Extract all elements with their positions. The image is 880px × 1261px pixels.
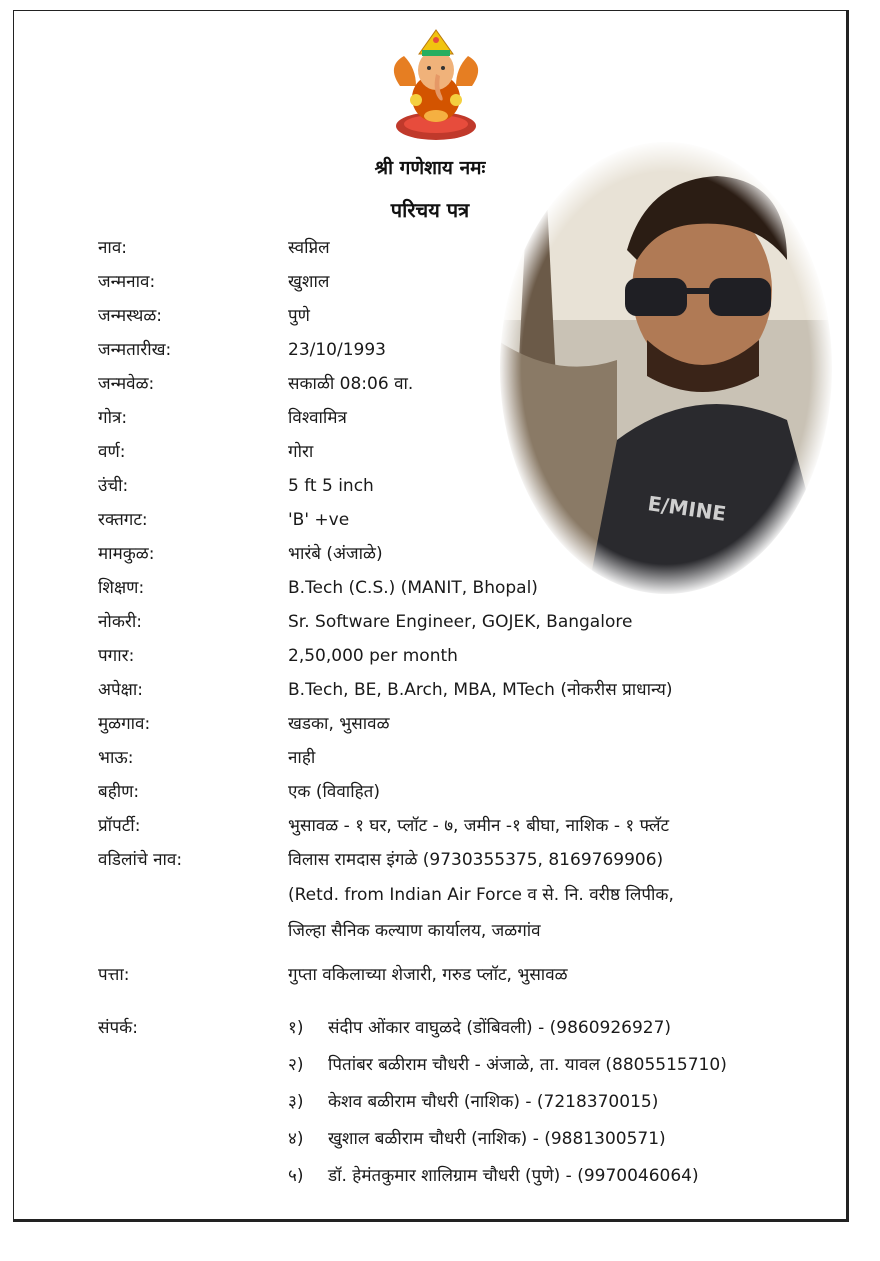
detail-label: बहीण:	[98, 782, 140, 802]
detail-value: विश्वामित्र	[288, 408, 347, 428]
invocation-heading: श्री गणेशाय नमः	[374, 157, 486, 179]
father-line	[0, 845, 880, 875]
address-label: पत्ता:	[98, 965, 130, 985]
father-line	[0, 880, 880, 910]
father-value: विलास रामदास इंगळे (9730355375, 8169769906)	[288, 850, 664, 870]
detail-value: B.Tech (C.S.) (MANIT, Bhopal)	[288, 578, 538, 598]
detail-label: जन्मस्थळ:	[98, 306, 162, 326]
detail-value: 'B' +ve	[288, 510, 350, 530]
page-title: परिचय पत्र	[390, 198, 470, 222]
detail-value: B.Tech, BE, B.Arch, MBA, MTech (नोकरीस प्राधान्य)	[288, 680, 673, 700]
contact-row	[0, 1087, 880, 1117]
detail-value: गोरा	[288, 442, 314, 462]
detail-row	[0, 505, 880, 535]
detail-label: रक्तगट:	[98, 510, 148, 530]
contacts-label: संपर्क:	[98, 1018, 138, 1038]
detail-row	[0, 607, 880, 637]
detail-row	[0, 403, 880, 433]
contact-number: ३)	[288, 1092, 304, 1112]
detail-value: खडका, भुसावळ	[288, 714, 390, 734]
detail-row	[0, 777, 880, 807]
detail-value: Sr. Software Engineer, GOJEK, Bangalore	[288, 612, 633, 632]
father-value: जिल्हा सैनिक कल्याण कार्यालय, जळगांव	[288, 921, 541, 941]
detail-label: भाऊ:	[98, 748, 134, 768]
contact-row	[0, 1013, 880, 1043]
detail-value: स्वप्निल	[288, 238, 330, 258]
detail-value: सकाळी 08:06 वा.	[288, 374, 414, 394]
detail-value: भुसावळ - १ घर, प्लॉट - ७, जमीन -१ बीघा, नाशिक - १ फ्लॅट	[288, 816, 670, 836]
contact-number: ५)	[288, 1166, 304, 1186]
detail-row	[0, 471, 880, 501]
detail-label: मामकुळ:	[98, 544, 155, 564]
detail-row	[0, 335, 880, 365]
detail-row	[0, 233, 880, 263]
contact-text: संदीप ओंकार वाघुळदे (डोंबिवली) - (9860926927)	[328, 1018, 672, 1038]
detail-label: शिक्षण:	[98, 578, 145, 598]
father-value: (Retd. from Indian Air Force व से. नि. वरीष्ठ लिपीक,	[288, 885, 674, 905]
detail-value: 23/10/1993	[288, 340, 386, 360]
contact-text: पितांबर बळीराम चौधरी - अंजाळे, ता. यावल (8805515710)	[328, 1055, 727, 1075]
detail-row	[0, 811, 880, 841]
contact-row	[0, 1050, 880, 1080]
detail-row	[0, 539, 880, 569]
contact-text: केशव बळीराम चौधरी (नाशिक) - (7218370015)	[328, 1092, 659, 1112]
detail-row	[0, 369, 880, 399]
detail-row	[0, 675, 880, 705]
detail-label: नोकरी:	[98, 612, 142, 632]
detail-row	[0, 267, 880, 297]
address-value: गुप्ता वकिलाच्या शेजारी, गरुड प्लॉट, भुसावळ	[288, 965, 568, 985]
contact-number: ४)	[288, 1129, 304, 1149]
detail-row	[0, 437, 880, 467]
detail-label: प्रॉपर्टी:	[98, 816, 141, 836]
detail-label: अपेक्षा:	[98, 680, 143, 700]
detail-value: 2,50,000 per month	[288, 646, 458, 666]
ganesha-icon	[386, 26, 486, 146]
detail-label: जन्मनाव:	[98, 272, 156, 292]
detail-row	[0, 743, 880, 773]
contact-row	[0, 1124, 880, 1154]
detail-value: नाही	[288, 748, 316, 768]
detail-value: भारंबे (अंजाळे)	[288, 544, 383, 564]
detail-label: नाव:	[98, 238, 128, 258]
detail-label: पगार:	[98, 646, 135, 666]
detail-label: वर्ण:	[98, 442, 126, 462]
address-row	[0, 960, 880, 990]
detail-label: उंची:	[98, 476, 129, 496]
detail-label: मुळगाव:	[98, 714, 151, 734]
detail-value: खुशाल	[288, 272, 330, 292]
detail-value: पुणे	[288, 306, 310, 326]
detail-value: एक (विवाहित)	[288, 782, 380, 802]
detail-row	[0, 709, 880, 739]
contact-row	[0, 1161, 880, 1191]
detail-label: गोत्र:	[98, 408, 128, 428]
contact-number: २)	[288, 1055, 304, 1075]
father-line	[0, 916, 880, 946]
detail-value: 5 ft 5 inch	[288, 476, 374, 496]
detail-row	[0, 641, 880, 671]
contact-text: डॉ. हेमंतकुमार शालिग्राम चौधरी (पुणे) - (9970046064)	[328, 1166, 699, 1186]
detail-row	[0, 573, 880, 603]
detail-label: जन्मतारीख:	[98, 340, 172, 360]
father-label: वडिलांचे नाव:	[98, 850, 183, 870]
detail-row	[0, 301, 880, 331]
detail-label: जन्मवेळ:	[98, 374, 155, 394]
contact-number: १)	[288, 1018, 304, 1038]
contact-text: खुशाल बळीराम चौधरी (नाशिक) - (9881300571)	[328, 1129, 666, 1149]
